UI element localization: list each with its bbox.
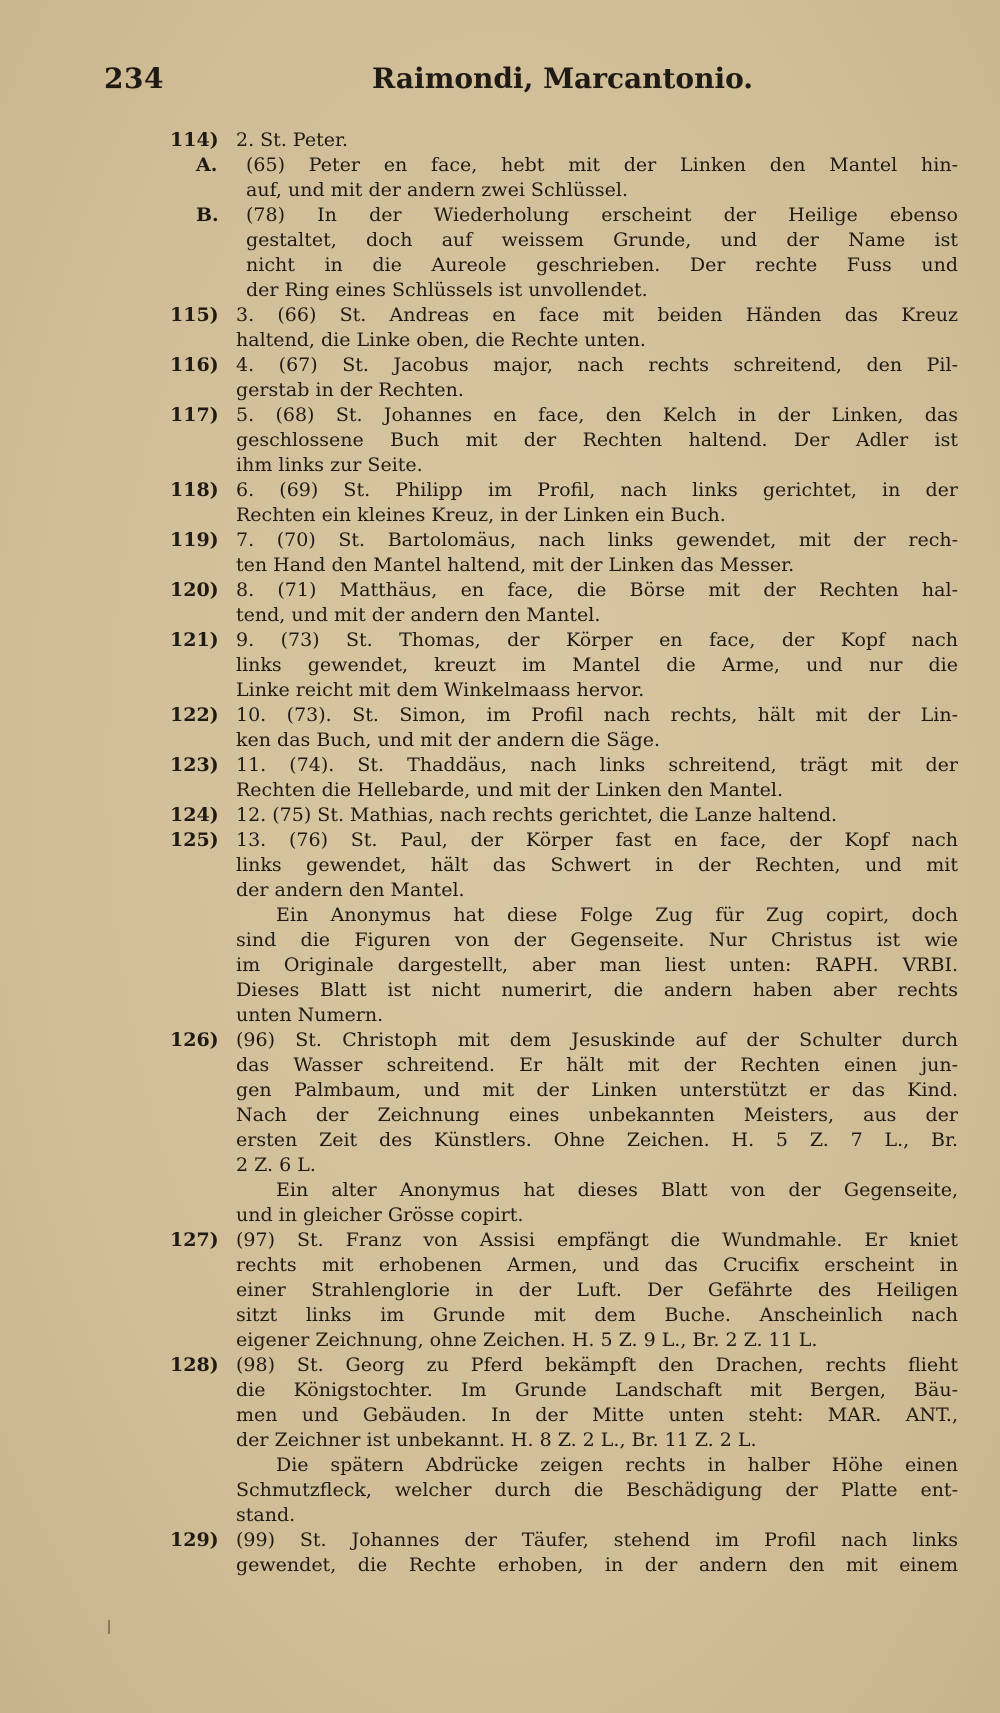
page-header (0, 62, 1000, 112)
entry-note (236, 1178, 958, 1228)
entry-line: Rechten die Hellebarde, und mit der Linken den Mantel. (236, 779, 784, 801)
entry-line: der Zeichner ist unbekannt. H. 8 Z. 2 L., Br. 11 Z. 2 L. (236, 1429, 757, 1451)
note-line: unten Numern. (236, 1004, 384, 1026)
catalogue-entry (170, 303, 958, 353)
entry-number: 127) (170, 1229, 219, 1251)
entry-line: 10. (73). St. Simon, im Profil nach rechts, hält mit der Lin- (236, 704, 958, 726)
entry-line: 11. (74). St. Thaddäus, nach links schreitend, trägt mit der (236, 754, 958, 776)
entry-number: 123) (170, 754, 219, 776)
entry-number: 129) (170, 1529, 219, 1551)
entry-line: 6. (69) St. Philipp im Profil, nach links gerichtet, in der (236, 479, 958, 501)
catalogue-entry (170, 828, 958, 1028)
entry-line: (96) St. Christoph mit dem Jesuskinde auf der Schulter durch (236, 1029, 958, 1051)
entry-line: ihm links zur Seite. (236, 454, 423, 476)
entry-line: ken das Buch, und mit der andern die Säge. (236, 729, 661, 751)
entry-line: links gewendet, kreuzt im Mantel die Arme, und nur die (236, 654, 958, 676)
entry-number: 118) (170, 479, 219, 501)
catalogue-entry (170, 703, 958, 753)
entry-number: 125) (170, 829, 219, 851)
entry-number: 128) (170, 1354, 219, 1376)
catalogue-entry (170, 578, 958, 628)
entry-line: tend, und mit der andern den Mantel. (236, 604, 601, 626)
entry-number: 124) (170, 804, 219, 826)
entry-line: auf, und mit der andern zwei Schlüssel. (246, 179, 629, 201)
entry-line: eigener Zeichnung, ohne Zeichen. H. 5 Z. 9 L., Br. 2 Z. 11 L. (236, 1329, 818, 1351)
entry-number: 117) (170, 404, 219, 426)
entry-line: haltend, die Linke oben, die Rechte unten. (236, 329, 646, 351)
note-line: stand. (236, 1504, 296, 1526)
note-line: Ein Anonymus hat diese Folge Zug für Zug copirt, doch (276, 904, 958, 926)
entry-line: 2. St. Peter. (236, 129, 348, 151)
entry-line: die Königstochter. Im Grunde Landschaft mit Bergen, Bäu- (236, 1379, 958, 1401)
catalogue-entry (170, 478, 958, 528)
catalogue-entry (170, 803, 958, 828)
entry-line: sitzt links im Grunde mit dem Buche. Anscheinlich nach (236, 1304, 958, 1326)
sub-entry (196, 153, 958, 203)
note-line: Die spätern Abdrücke zeigen rechts in halber Höhe einen (276, 1454, 958, 1476)
entry-line: men und Gebäuden. In der Mitte unten steht: MAR. ANT., (236, 1404, 958, 1426)
catalogue-entry (170, 403, 958, 478)
entry-line: 5. (68) St. Johannes en face, den Kelch in der Linken, das (236, 404, 958, 426)
entry-number: 121) (170, 629, 219, 651)
sub-entry-letter: A. (196, 154, 218, 176)
page-number: 234 (104, 62, 164, 95)
catalogue-entry (170, 528, 958, 578)
catalogue-entry (170, 1353, 958, 1528)
entry-number: 122) (170, 704, 219, 726)
entry-line: gewendet, die Rechte erhoben, in der andern den mit einem (236, 1554, 958, 1576)
catalogue-entry (170, 353, 958, 403)
entry-line: Linke reicht mit dem Winkelmaass hervor. (236, 679, 645, 701)
catalogue-entry (170, 753, 958, 803)
entry-line: 13. (76) St. Paul, der Körper fast en face, der Kopf nach (236, 829, 958, 851)
entry-line: 12. (75) St. Mathias, nach rechts gerichtet, die Lanze haltend. (236, 804, 838, 826)
entry-line: ten Hand den Mantel haltend, mit der Linken das Messer. (236, 554, 795, 576)
note-line: im Originale dargestellt, aber man liest unten: RAPH. VRBI. (236, 954, 958, 976)
entry-line: (98) St. Georg zu Pferd bekämpft den Drachen, rechts flieht (236, 1354, 958, 1376)
sub-entry (196, 203, 958, 303)
entry-number: 116) (170, 354, 219, 376)
entry-line: das Wasser schreitend. Er hält mit der Rechten einen jun- (236, 1054, 958, 1076)
catalogue-entry (170, 628, 958, 703)
entry-number: 126) (170, 1029, 219, 1051)
entry-line: (97) St. Franz von Assisi empfängt die Wundmahle. Er kniet (236, 1229, 958, 1251)
entry-number: 119) (170, 529, 219, 551)
catalogue-entries (170, 128, 958, 1578)
entry-line: einer Strahlenglorie in der Luft. Der Gefährte des Heiligen (236, 1279, 958, 1301)
entry-line: gerstab in der Rechten. (236, 379, 464, 401)
entry-line: ersten Zeit des Künstlers. Ohne Zeichen. H. 5 Z. 7 L., Br. (236, 1129, 958, 1151)
entry-line: nicht in die Aureole geschrieben. Der rechte Fuss und (246, 254, 958, 276)
entry-line: (65) Peter en face, hebt mit der Linken den Mantel hin- (246, 154, 958, 176)
note-line: sind die Figuren von der Gegenseite. Nur Christus ist wie (236, 929, 958, 951)
entry-line: gen Palmbaum, und mit der Linken unterstützt er das Kind. (236, 1079, 958, 1101)
entry-line: der andern den Mantel. (236, 879, 465, 901)
entry-line: 3. (66) St. Andreas en face mit beiden Händen das Kreuz (236, 304, 958, 326)
entry-line: rechts mit erhobenen Armen, und das Crucifix erscheint in (236, 1254, 958, 1276)
entry-line: 4. (67) St. Jacobus major, nach rechts schreitend, den Pil- (236, 354, 958, 376)
note-line: Dieses Blatt ist nicht numerirt, die andern haben aber rechts (236, 979, 958, 1001)
entry-line: Rechten ein kleines Kreuz, in der Linken ein Buch. (236, 504, 726, 526)
note-line: Ein alter Anonymus hat dieses Blatt von der Gegenseite, (276, 1179, 958, 1201)
note-line: und in gleicher Grösse copirt. (236, 1204, 524, 1226)
entry-line: 7. (70) St. Bartolomäus, nach links gewendet, mit der rech- (236, 529, 958, 551)
entry-line: 8. (71) Matthäus, en face, die Börse mit der Rechten hal- (236, 579, 958, 601)
entry-line: der Ring eines Schlüssels ist unvollendet. (246, 279, 648, 301)
entry-line: Nach der Zeichnung eines unbekannten Meisters, aus der (236, 1104, 958, 1126)
entry-line: (78) In der Wiederholung erscheint der Heilige ebenso (246, 204, 958, 226)
entry-line: 9. (73) St. Thomas, der Körper en face, der Kopf nach (236, 629, 958, 651)
catalogue-entry (170, 1528, 958, 1578)
entry-number: 115) (170, 304, 219, 326)
entry-line: gestaltet, doch auf weissem Grunde, und der Name ist (246, 229, 958, 251)
entry-number: 114) (170, 129, 219, 151)
note-line: Schmutzfleck, welcher durch die Beschädigung der Platte ent- (236, 1479, 958, 1501)
catalogue-entry (170, 128, 958, 303)
entry-line: geschlossene Buch mit der Rechten haltend. Der Adler ist (236, 429, 958, 451)
entry-number: 120) (170, 579, 219, 601)
entry-line: (99) St. Johannes der Täufer, stehend im Profil nach links (236, 1529, 958, 1551)
print-mark (108, 1620, 110, 1634)
entry-note (236, 903, 958, 1028)
entry-line: 2 Z. 6 L. (236, 1154, 316, 1176)
catalogue-entry (170, 1228, 958, 1353)
entry-line: links gewendet, hält das Schwert in der Rechten, und mit (236, 854, 958, 876)
entry-note (236, 1453, 958, 1528)
catalogue-entry (170, 1028, 958, 1228)
sub-entry-letter: B. (196, 204, 219, 226)
page-title: Raimondi, Marcantonio. (372, 62, 754, 95)
